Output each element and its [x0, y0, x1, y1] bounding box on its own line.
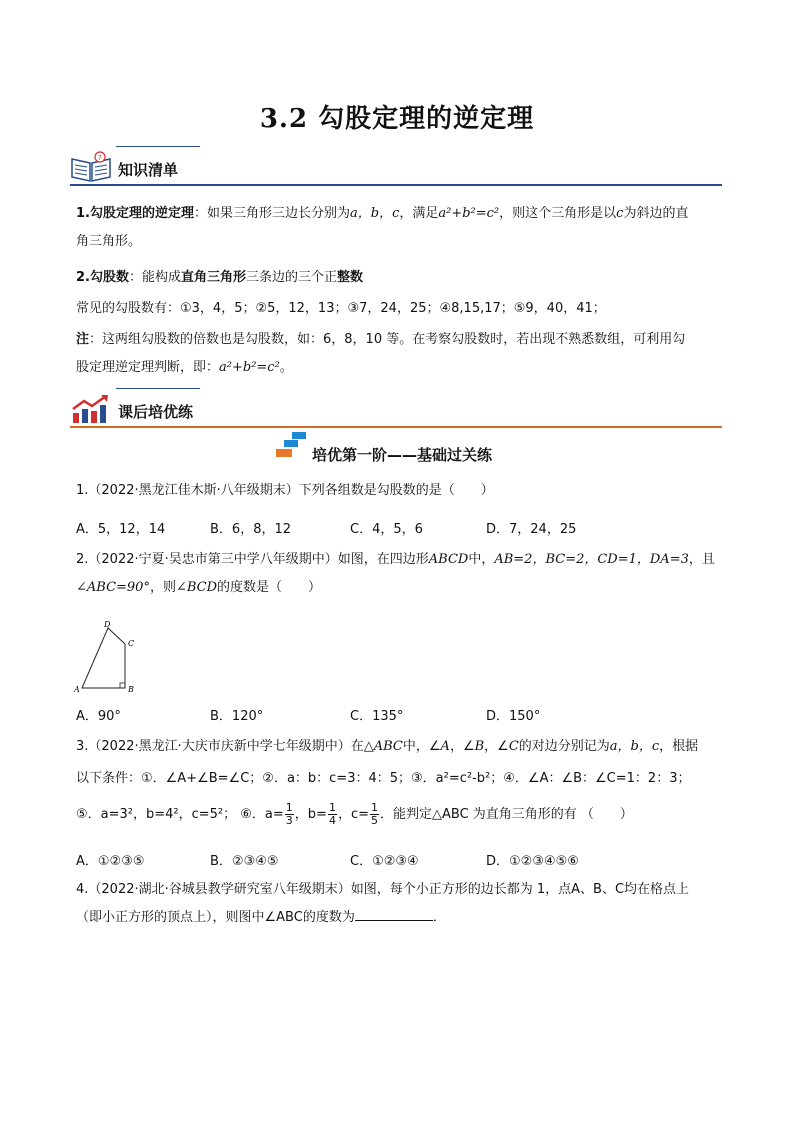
knowledge-point-2: 2.勾股数：能构成直角三角形三条边的三个正整数 [76, 270, 364, 285]
option-d[interactable]: D．150° [486, 709, 541, 724]
page-title: 3.2 勾股定理的逆定理 [259, 104, 535, 134]
question-3-conditions: 以下条件：①．∠A+∠B=∠C；②．a：b：c=3：4：5；③．a²=c²-b²；④．∠A：∠B：∠C=1：2：3； [76, 771, 691, 786]
stairs-icon [274, 432, 308, 458]
svg-text:?: ? [98, 154, 102, 162]
tier-title: 培优第一阶——基础过关练 [312, 446, 493, 464]
question-1-options [76, 518, 726, 538]
quadrilateral-figure [70, 618, 150, 696]
option-a[interactable]: A．5，12，14 [76, 522, 166, 537]
option-c[interactable]: C．135° [350, 709, 404, 724]
question-4-stem: 4.（2022·湖北·谷城县教学研究室八年级期末）如图，每个小正方形的边长都为 1，点A、B、C均在格点上 （即小正方形的顶点上），则图中∠ABC的度数为 ． [76, 882, 690, 925]
section-divider [70, 184, 722, 186]
section-header-practice [70, 388, 722, 428]
knowledge-point-1: 1.勾股定理的逆定理：如果三角形三边长分别为a，b，c，满足a²+b²=c²，则这个三角形是以c为斜边的直 角三角形。 [76, 206, 689, 249]
question-2-stem: 2.（2022·宁夏·吴忠市第三中学八年级期中）如图，在四边形ABCD中，AB=2，BC=2，CD=1，DA=3，且 ∠ABC=90°，则∠BCD的度数是（ ） [76, 552, 715, 595]
question-3-conditions-2: ⑤．a=3²，b=4²，c=5²； ⑥．a= $\frac{1}{3}$ ，b= $\frac{1}{4}$ ，c= $\frac{1}{5}$ ．能判定△ABC 为直角三角形的有 （ ） [76, 801, 633, 827]
question-3-stem: 3.（2022·黑龙江·大庆市庆新中学七年级期中）在△ABC中，∠A，∠B，∠C的对边分别记为a，b，c，根据 [76, 739, 699, 754]
option-d[interactable]: D．7，24，25 [486, 522, 577, 537]
fraction: $\frac{1}{3}$ [285, 801, 293, 827]
label-c: C [128, 639, 135, 648]
growth-chart-icon [70, 393, 112, 425]
pythagorean-triples-list: 常见的勾股数有：①3，4，5；②5，12，13；③7，24，25；④8,15,17；⑤9，40，41； [76, 301, 606, 316]
label-d: D [104, 620, 111, 629]
label-a: A [74, 685, 80, 694]
option-b[interactable]: B．6，8，12 [210, 522, 292, 537]
fraction: $\frac{1}{5}$ [371, 801, 378, 827]
question-2-options [76, 705, 726, 725]
tier-header [0, 432, 794, 466]
knowledge-note: 注：这两组勾股数的倍数也是勾股数，如：6，8，10 等。在考察勾股数时，若出现不熟悉数组，可利用勾 股定理逆定理判断，即：a²+b²=c²。 [76, 332, 686, 375]
option-a[interactable]: A．90° [76, 709, 121, 724]
label-b: B [128, 685, 134, 694]
section-divider [70, 426, 722, 428]
option-a[interactable]: A．①②③⑤ [76, 854, 145, 869]
fraction: $\frac{1}{4}$ [328, 801, 336, 827]
question-3-options [76, 850, 726, 870]
section-title-knowledge: 知识清单 [118, 161, 179, 179]
answer-blank[interactable] [355, 907, 433, 921]
section-header-knowledge [70, 146, 722, 186]
option-b[interactable]: B．②③④⑤ [210, 854, 279, 869]
section-title-practice: 课后培优练 [118, 403, 194, 421]
option-b[interactable]: B．120° [210, 709, 264, 724]
option-d[interactable]: D．①②③④⑤⑥ [486, 854, 579, 869]
book-icon [70, 151, 112, 183]
question-1-stem: 1.（2022·黑龙江佳木斯·八年级期末）下列各组数是勾股数的是（ ） [76, 483, 494, 498]
option-c[interactable]: C．4，5，6 [350, 522, 423, 537]
option-c[interactable]: C．①②③④ [350, 854, 419, 869]
